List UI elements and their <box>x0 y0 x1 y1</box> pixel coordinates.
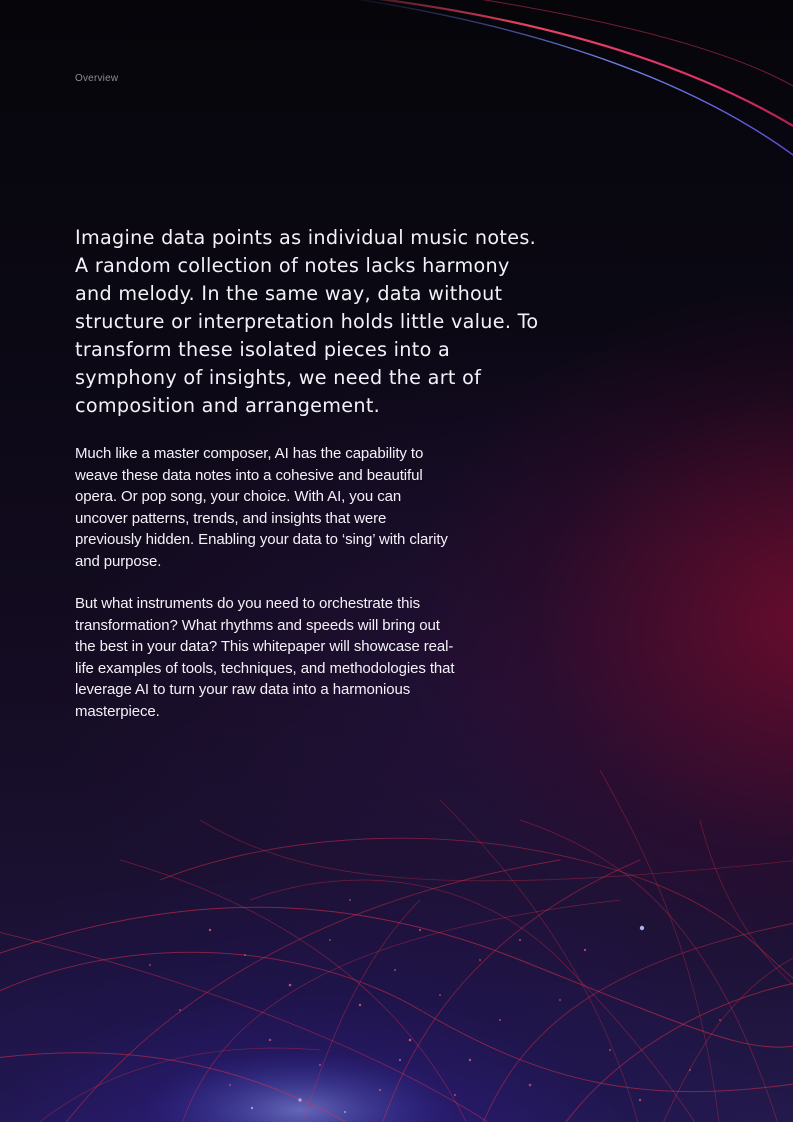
bottom-glow <box>140 1050 460 1122</box>
top-arc-red <box>300 0 793 130</box>
body-paragraph-2: But what instruments do you need to orchestrate this transformation? What rhythms and speeds will bring out the best in your data? This whitepaper will showcase real-life examples of tools, techniques, and methodologies that leverage AI to turn your raw data into a harmonious masterpiece. <box>75 595 455 720</box>
section-label: Overview <box>75 73 119 84</box>
top-arc-blue <box>330 0 793 160</box>
lead-paragraph: Imagine data points as individual music notes. A random collection of notes lacks harmony and melody. In the same way, data without structure or interpretation holds little value. To transform these isolated pieces into a symphony of insights, we need the art of composition and arrangement. <box>75 226 539 417</box>
body-paragraph-1: Much like a master composer, AI has the capability to weave these data notes into a cohesive and beautiful opera. Or pop song, your choice. With AI, you can uncover patterns, trends, and insights that were previously hidden. Enabling your data to ‘sing’ with clarity and purpose. <box>75 445 448 570</box>
